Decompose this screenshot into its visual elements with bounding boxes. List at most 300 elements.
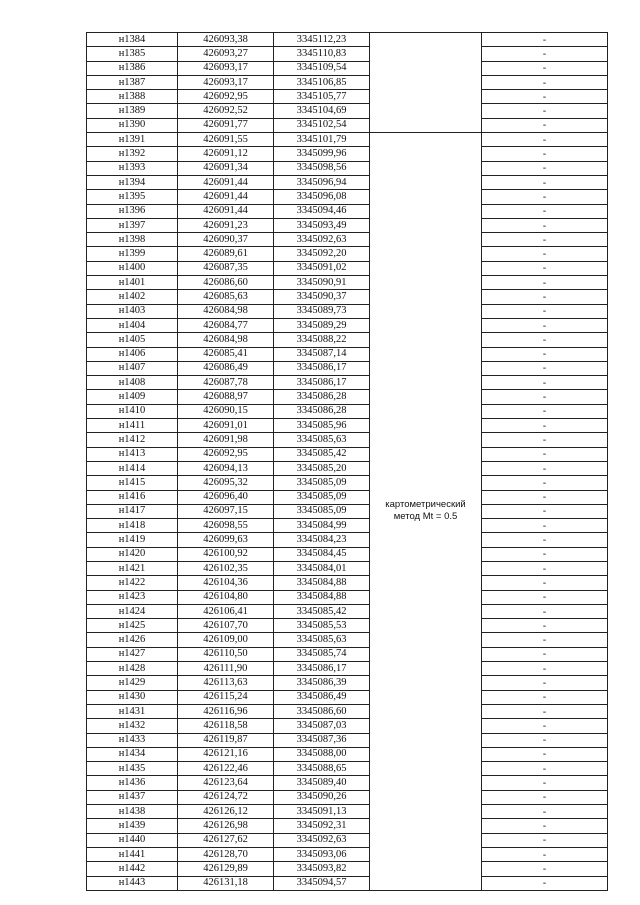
y-coordinate-cell: 3345087,03 xyxy=(274,719,370,733)
table-row xyxy=(87,504,608,518)
x-coordinate-cell: 426091,44 xyxy=(178,175,274,189)
x-coordinate-cell: 426089,61 xyxy=(178,247,274,261)
x-coordinate-cell: 426091,12 xyxy=(178,147,274,161)
y-coordinate-cell: 3345086,49 xyxy=(274,690,370,704)
accuracy-cell: - xyxy=(482,318,608,332)
accuracy-cell: - xyxy=(482,847,608,861)
accuracy-cell: - xyxy=(482,404,608,418)
x-coordinate-cell: 426113,63 xyxy=(178,676,274,690)
accuracy-cell: - xyxy=(482,747,608,761)
accuracy-cell: - xyxy=(482,704,608,718)
y-coordinate-cell: 3345085,96 xyxy=(274,419,370,433)
y-coordinate-cell: 3345092,20 xyxy=(274,247,370,261)
accuracy-cell: - xyxy=(482,447,608,461)
table-row xyxy=(87,847,608,861)
x-coordinate-cell: 426122,46 xyxy=(178,762,274,776)
y-coordinate-cell: 3345084,88 xyxy=(274,576,370,590)
y-coordinate-cell: 3345085,09 xyxy=(274,490,370,504)
table-row xyxy=(87,519,608,533)
point-id-cell: н1435 xyxy=(87,762,178,776)
y-coordinate-cell: 3345085,63 xyxy=(274,633,370,647)
point-id-cell: н1413 xyxy=(87,447,178,461)
table-row xyxy=(87,333,608,347)
table-row xyxy=(87,805,608,819)
accuracy-cell: - xyxy=(482,161,608,175)
accuracy-cell: - xyxy=(482,33,608,47)
x-coordinate-cell: 426091,55 xyxy=(178,133,274,147)
y-coordinate-cell: 3345090,26 xyxy=(274,790,370,804)
x-coordinate-cell: 426084,98 xyxy=(178,333,274,347)
point-id-cell: н1428 xyxy=(87,662,178,676)
point-id-cell: н1441 xyxy=(87,847,178,861)
x-coordinate-cell: 426106,41 xyxy=(178,604,274,618)
table-row xyxy=(87,447,608,461)
table-row xyxy=(87,261,608,275)
y-coordinate-cell: 3345091,13 xyxy=(274,805,370,819)
point-id-cell: н1384 xyxy=(87,33,178,47)
table-row xyxy=(87,747,608,761)
table-row xyxy=(87,133,608,147)
accuracy-cell: - xyxy=(482,290,608,304)
x-coordinate-cell: 426126,12 xyxy=(178,805,274,819)
table-row xyxy=(87,733,608,747)
y-coordinate-cell: 3345091,02 xyxy=(274,261,370,275)
x-coordinate-cell: 426126,98 xyxy=(178,819,274,833)
point-id-cell: н1414 xyxy=(87,461,178,475)
table-row xyxy=(87,476,608,490)
accuracy-cell: - xyxy=(482,90,608,104)
method-cell-empty xyxy=(370,33,482,133)
table-row xyxy=(87,590,608,604)
x-coordinate-cell: 426085,63 xyxy=(178,290,274,304)
table-row xyxy=(87,633,608,647)
x-coordinate-cell: 426092,95 xyxy=(178,90,274,104)
y-coordinate-cell: 3345092,31 xyxy=(274,819,370,833)
y-coordinate-cell: 3345084,23 xyxy=(274,533,370,547)
x-coordinate-cell: 426086,49 xyxy=(178,361,274,375)
accuracy-cell: - xyxy=(482,75,608,89)
table-row xyxy=(87,690,608,704)
x-coordinate-cell: 426100,92 xyxy=(178,547,274,561)
x-coordinate-cell: 426111,90 xyxy=(178,662,274,676)
point-id-cell: н1426 xyxy=(87,633,178,647)
accuracy-cell: - xyxy=(482,604,608,618)
y-coordinate-cell: 3345092,63 xyxy=(274,233,370,247)
x-coordinate-cell: 426090,15 xyxy=(178,404,274,418)
y-coordinate-cell: 3345084,88 xyxy=(274,590,370,604)
x-coordinate-cell: 426095,32 xyxy=(178,476,274,490)
table-row xyxy=(87,647,608,661)
table-row xyxy=(87,790,608,804)
table-row xyxy=(87,90,608,104)
accuracy-cell: - xyxy=(482,547,608,561)
point-id-cell: н1422 xyxy=(87,576,178,590)
x-coordinate-cell: 426085,41 xyxy=(178,347,274,361)
x-coordinate-cell: 426127,62 xyxy=(178,833,274,847)
point-id-cell: н1409 xyxy=(87,390,178,404)
accuracy-cell: - xyxy=(482,461,608,475)
y-coordinate-cell: 3345093,06 xyxy=(274,847,370,861)
table-row xyxy=(87,33,608,47)
accuracy-cell: - xyxy=(482,61,608,75)
point-id-cell: н1398 xyxy=(87,233,178,247)
y-coordinate-cell: 3345085,09 xyxy=(274,476,370,490)
y-coordinate-cell: 3345085,42 xyxy=(274,604,370,618)
accuracy-cell: - xyxy=(482,790,608,804)
x-coordinate-cell: 426093,38 xyxy=(178,33,274,47)
accuracy-cell: - xyxy=(482,233,608,247)
accuracy-cell: - xyxy=(482,133,608,147)
y-coordinate-cell: 3345110,83 xyxy=(274,47,370,61)
accuracy-cell: - xyxy=(482,390,608,404)
point-id-cell: н1424 xyxy=(87,604,178,618)
point-id-cell: н1440 xyxy=(87,833,178,847)
table-row xyxy=(87,161,608,175)
point-id-cell: н1396 xyxy=(87,204,178,218)
accuracy-cell: - xyxy=(482,47,608,61)
accuracy-cell: - xyxy=(482,733,608,747)
y-coordinate-cell: 3345085,20 xyxy=(274,461,370,475)
y-coordinate-cell: 3345104,69 xyxy=(274,104,370,118)
table-row xyxy=(87,662,608,676)
table-row xyxy=(87,819,608,833)
accuracy-cell: - xyxy=(482,276,608,290)
table-row xyxy=(87,361,608,375)
point-id-cell: н1411 xyxy=(87,419,178,433)
accuracy-cell: - xyxy=(482,819,608,833)
x-coordinate-cell: 426107,70 xyxy=(178,619,274,633)
accuracy-cell: - xyxy=(482,190,608,204)
y-coordinate-cell: 3345089,29 xyxy=(274,318,370,332)
point-id-cell: н1410 xyxy=(87,404,178,418)
accuracy-cell: - xyxy=(482,490,608,504)
table-row xyxy=(87,290,608,304)
point-id-cell: н1420 xyxy=(87,547,178,561)
table-row xyxy=(87,247,608,261)
point-id-cell: н1395 xyxy=(87,190,178,204)
x-coordinate-cell: 426097,15 xyxy=(178,504,274,518)
y-coordinate-cell: 3345085,74 xyxy=(274,647,370,661)
point-id-cell: н1419 xyxy=(87,533,178,547)
point-id-cell: н1425 xyxy=(87,619,178,633)
point-id-cell: н1388 xyxy=(87,90,178,104)
point-id-cell: н1416 xyxy=(87,490,178,504)
x-coordinate-cell: 426087,35 xyxy=(178,261,274,275)
point-id-cell: н1393 xyxy=(87,161,178,175)
table-row xyxy=(87,276,608,290)
accuracy-cell: - xyxy=(482,204,608,218)
point-id-cell: н1400 xyxy=(87,261,178,275)
table-row xyxy=(87,833,608,847)
y-coordinate-cell: 3345085,09 xyxy=(274,504,370,518)
point-id-cell: н1421 xyxy=(87,561,178,575)
accuracy-cell: - xyxy=(482,376,608,390)
point-id-cell: н1402 xyxy=(87,290,178,304)
y-coordinate-cell: 3345096,08 xyxy=(274,190,370,204)
point-id-cell: н1408 xyxy=(87,376,178,390)
accuracy-cell: - xyxy=(482,261,608,275)
x-coordinate-cell: 426090,37 xyxy=(178,233,274,247)
y-coordinate-cell: 3345090,91 xyxy=(274,276,370,290)
x-coordinate-cell: 426115,24 xyxy=(178,690,274,704)
y-coordinate-cell: 3345089,73 xyxy=(274,304,370,318)
y-coordinate-cell: 3345086,39 xyxy=(274,676,370,690)
table-row xyxy=(87,218,608,232)
x-coordinate-cell: 426099,63 xyxy=(178,533,274,547)
y-coordinate-cell: 3345086,17 xyxy=(274,361,370,375)
point-id-cell: н1432 xyxy=(87,719,178,733)
table-row xyxy=(87,61,608,75)
x-coordinate-cell: 426104,80 xyxy=(178,590,274,604)
x-coordinate-cell: 426091,23 xyxy=(178,218,274,232)
x-coordinate-cell: 426123,64 xyxy=(178,776,274,790)
point-id-cell: н1386 xyxy=(87,61,178,75)
y-coordinate-cell: 3345086,60 xyxy=(274,704,370,718)
y-coordinate-cell: 3345084,99 xyxy=(274,519,370,533)
point-id-cell: н1436 xyxy=(87,776,178,790)
coordinates-table xyxy=(86,32,608,891)
table-row xyxy=(87,175,608,189)
accuracy-cell: - xyxy=(482,175,608,189)
accuracy-cell: - xyxy=(482,104,608,118)
method-accuracy-note: метод Mt = 0.5 xyxy=(393,511,458,523)
x-coordinate-cell: 426116,96 xyxy=(178,704,274,718)
y-coordinate-cell: 3345093,49 xyxy=(274,218,370,232)
point-id-cell: н1401 xyxy=(87,276,178,290)
accuracy-cell: - xyxy=(482,647,608,661)
x-coordinate-cell: 426091,44 xyxy=(178,190,274,204)
table-row xyxy=(87,104,608,118)
point-id-cell: н1431 xyxy=(87,704,178,718)
y-coordinate-cell: 3345112,23 xyxy=(274,33,370,47)
x-coordinate-cell: 426091,34 xyxy=(178,161,274,175)
y-coordinate-cell: 3345088,22 xyxy=(274,333,370,347)
accuracy-cell: - xyxy=(482,776,608,790)
y-coordinate-cell: 3345086,28 xyxy=(274,404,370,418)
accuracy-cell: - xyxy=(482,476,608,490)
y-coordinate-cell: 3345087,36 xyxy=(274,733,370,747)
point-id-cell: н1415 xyxy=(87,476,178,490)
table-row xyxy=(87,719,608,733)
point-id-cell: н1399 xyxy=(87,247,178,261)
x-coordinate-cell: 426109,00 xyxy=(178,633,274,647)
point-id-cell: н1429 xyxy=(87,676,178,690)
accuracy-cell: - xyxy=(482,876,608,890)
point-id-cell: н1433 xyxy=(87,733,178,747)
point-id-cell: н1442 xyxy=(87,862,178,876)
table-row xyxy=(87,204,608,218)
x-coordinate-cell: 426121,16 xyxy=(178,747,274,761)
y-coordinate-cell: 3345094,46 xyxy=(274,204,370,218)
y-coordinate-cell: 3345092,63 xyxy=(274,833,370,847)
accuracy-cell: - xyxy=(482,719,608,733)
accuracy-cell: - xyxy=(482,247,608,261)
y-coordinate-cell: 3345085,53 xyxy=(274,619,370,633)
point-id-cell: н1391 xyxy=(87,133,178,147)
accuracy-cell: - xyxy=(482,662,608,676)
accuracy-cell: - xyxy=(482,833,608,847)
accuracy-cell: - xyxy=(482,304,608,318)
table-row xyxy=(87,376,608,390)
accuracy-cell: - xyxy=(482,118,608,132)
point-id-cell: н1389 xyxy=(87,104,178,118)
y-coordinate-cell: 3345090,37 xyxy=(274,290,370,304)
y-coordinate-cell: 3345089,40 xyxy=(274,776,370,790)
x-coordinate-cell: 426096,40 xyxy=(178,490,274,504)
table-row xyxy=(87,118,608,132)
accuracy-cell: - xyxy=(482,633,608,647)
point-id-cell: н1438 xyxy=(87,805,178,819)
table-row xyxy=(87,461,608,475)
y-coordinate-cell: 3345106,85 xyxy=(274,75,370,89)
accuracy-cell: - xyxy=(482,519,608,533)
table-row xyxy=(87,876,608,890)
point-id-cell: н1427 xyxy=(87,647,178,661)
x-coordinate-cell: 426118,58 xyxy=(178,719,274,733)
x-coordinate-cell: 426102,35 xyxy=(178,561,274,575)
point-id-cell: н1430 xyxy=(87,690,178,704)
point-id-cell: н1434 xyxy=(87,747,178,761)
table-row xyxy=(87,547,608,561)
x-coordinate-cell: 426086,60 xyxy=(178,276,274,290)
accuracy-cell: - xyxy=(482,676,608,690)
table-row xyxy=(87,75,608,89)
table-row xyxy=(87,561,608,575)
point-id-cell: н1418 xyxy=(87,519,178,533)
point-id-cell: н1417 xyxy=(87,504,178,518)
accuracy-cell: - xyxy=(482,690,608,704)
x-coordinate-cell: 426087,78 xyxy=(178,376,274,390)
table-row xyxy=(87,390,608,404)
x-coordinate-cell: 426092,52 xyxy=(178,104,274,118)
y-coordinate-cell: 3345096,94 xyxy=(274,175,370,189)
point-id-cell: н1407 xyxy=(87,361,178,375)
y-coordinate-cell: 3345109,54 xyxy=(274,61,370,75)
x-coordinate-cell: 426091,98 xyxy=(178,433,274,447)
accuracy-cell: - xyxy=(482,576,608,590)
point-id-cell: н1439 xyxy=(87,819,178,833)
table-row xyxy=(87,147,608,161)
point-id-cell: н1406 xyxy=(87,347,178,361)
accuracy-cell: - xyxy=(482,805,608,819)
table-row xyxy=(87,604,608,618)
y-coordinate-cell: 3345105,77 xyxy=(274,90,370,104)
point-id-cell: н1392 xyxy=(87,147,178,161)
table-row xyxy=(87,433,608,447)
method-cell xyxy=(370,133,482,891)
table-row xyxy=(87,862,608,876)
accuracy-cell: - xyxy=(482,147,608,161)
x-coordinate-cell: 426119,87 xyxy=(178,733,274,747)
y-coordinate-cell: 3345099,96 xyxy=(274,147,370,161)
y-coordinate-cell: 3345094,57 xyxy=(274,876,370,890)
point-id-cell: н1412 xyxy=(87,433,178,447)
table-row xyxy=(87,776,608,790)
table-row xyxy=(87,419,608,433)
method-name: картометрический xyxy=(385,499,466,511)
accuracy-cell: - xyxy=(482,347,608,361)
table-row xyxy=(87,619,608,633)
point-id-cell: н1385 xyxy=(87,47,178,61)
point-id-cell: н1394 xyxy=(87,175,178,189)
x-coordinate-cell: 426084,77 xyxy=(178,318,274,332)
point-id-cell: н1403 xyxy=(87,304,178,318)
x-coordinate-cell: 426104,36 xyxy=(178,576,274,590)
accuracy-cell: - xyxy=(482,333,608,347)
x-coordinate-cell: 426124,72 xyxy=(178,790,274,804)
x-coordinate-cell: 426131,18 xyxy=(178,876,274,890)
y-coordinate-cell: 3345084,01 xyxy=(274,561,370,575)
point-id-cell: н1437 xyxy=(87,790,178,804)
x-coordinate-cell: 426091,01 xyxy=(178,419,274,433)
x-coordinate-cell: 426084,98 xyxy=(178,304,274,318)
accuracy-cell: - xyxy=(482,590,608,604)
y-coordinate-cell: 3345088,65 xyxy=(274,762,370,776)
y-coordinate-cell: 3345087,14 xyxy=(274,347,370,361)
y-coordinate-cell: 3345085,63 xyxy=(274,433,370,447)
y-coordinate-cell: 3345086,17 xyxy=(274,376,370,390)
point-id-cell: н1390 xyxy=(87,118,178,132)
x-coordinate-cell: 426128,70 xyxy=(178,847,274,861)
point-id-cell: н1387 xyxy=(87,75,178,89)
table-row xyxy=(87,490,608,504)
table-row xyxy=(87,347,608,361)
accuracy-cell: - xyxy=(482,419,608,433)
accuracy-cell: - xyxy=(482,504,608,518)
table-row xyxy=(87,190,608,204)
point-id-cell: н1443 xyxy=(87,876,178,890)
x-coordinate-cell: 426092,95 xyxy=(178,447,274,461)
y-coordinate-cell: 3345102,54 xyxy=(274,118,370,132)
y-coordinate-cell: 3345088,00 xyxy=(274,747,370,761)
accuracy-cell: - xyxy=(482,561,608,575)
table-row xyxy=(87,533,608,547)
table-row xyxy=(87,404,608,418)
x-coordinate-cell: 426094,13 xyxy=(178,461,274,475)
accuracy-cell: - xyxy=(482,218,608,232)
accuracy-cell: - xyxy=(482,533,608,547)
y-coordinate-cell: 3345101,79 xyxy=(274,133,370,147)
y-coordinate-cell: 3345098,56 xyxy=(274,161,370,175)
point-id-cell: н1423 xyxy=(87,590,178,604)
accuracy-cell: - xyxy=(482,619,608,633)
y-coordinate-cell: 3345086,17 xyxy=(274,662,370,676)
y-coordinate-cell: 3345093,82 xyxy=(274,862,370,876)
x-coordinate-cell: 426093,17 xyxy=(178,75,274,89)
x-coordinate-cell: 426098,55 xyxy=(178,519,274,533)
x-coordinate-cell: 426110,50 xyxy=(178,647,274,661)
y-coordinate-cell: 3345084,45 xyxy=(274,547,370,561)
accuracy-cell: - xyxy=(482,361,608,375)
x-coordinate-cell: 426093,27 xyxy=(178,47,274,61)
table-row xyxy=(87,676,608,690)
x-coordinate-cell: 426129,89 xyxy=(178,862,274,876)
table-body xyxy=(87,33,608,891)
table-row xyxy=(87,576,608,590)
point-id-cell: н1405 xyxy=(87,333,178,347)
accuracy-cell: - xyxy=(482,762,608,776)
x-coordinate-cell: 426088,97 xyxy=(178,390,274,404)
accuracy-cell: - xyxy=(482,862,608,876)
point-id-cell: н1397 xyxy=(87,218,178,232)
accuracy-cell: - xyxy=(482,433,608,447)
table-row xyxy=(87,304,608,318)
table-row xyxy=(87,762,608,776)
table-row xyxy=(87,318,608,332)
y-coordinate-cell: 3345085,42 xyxy=(274,447,370,461)
table-row xyxy=(87,704,608,718)
x-coordinate-cell: 426093,17 xyxy=(178,61,274,75)
